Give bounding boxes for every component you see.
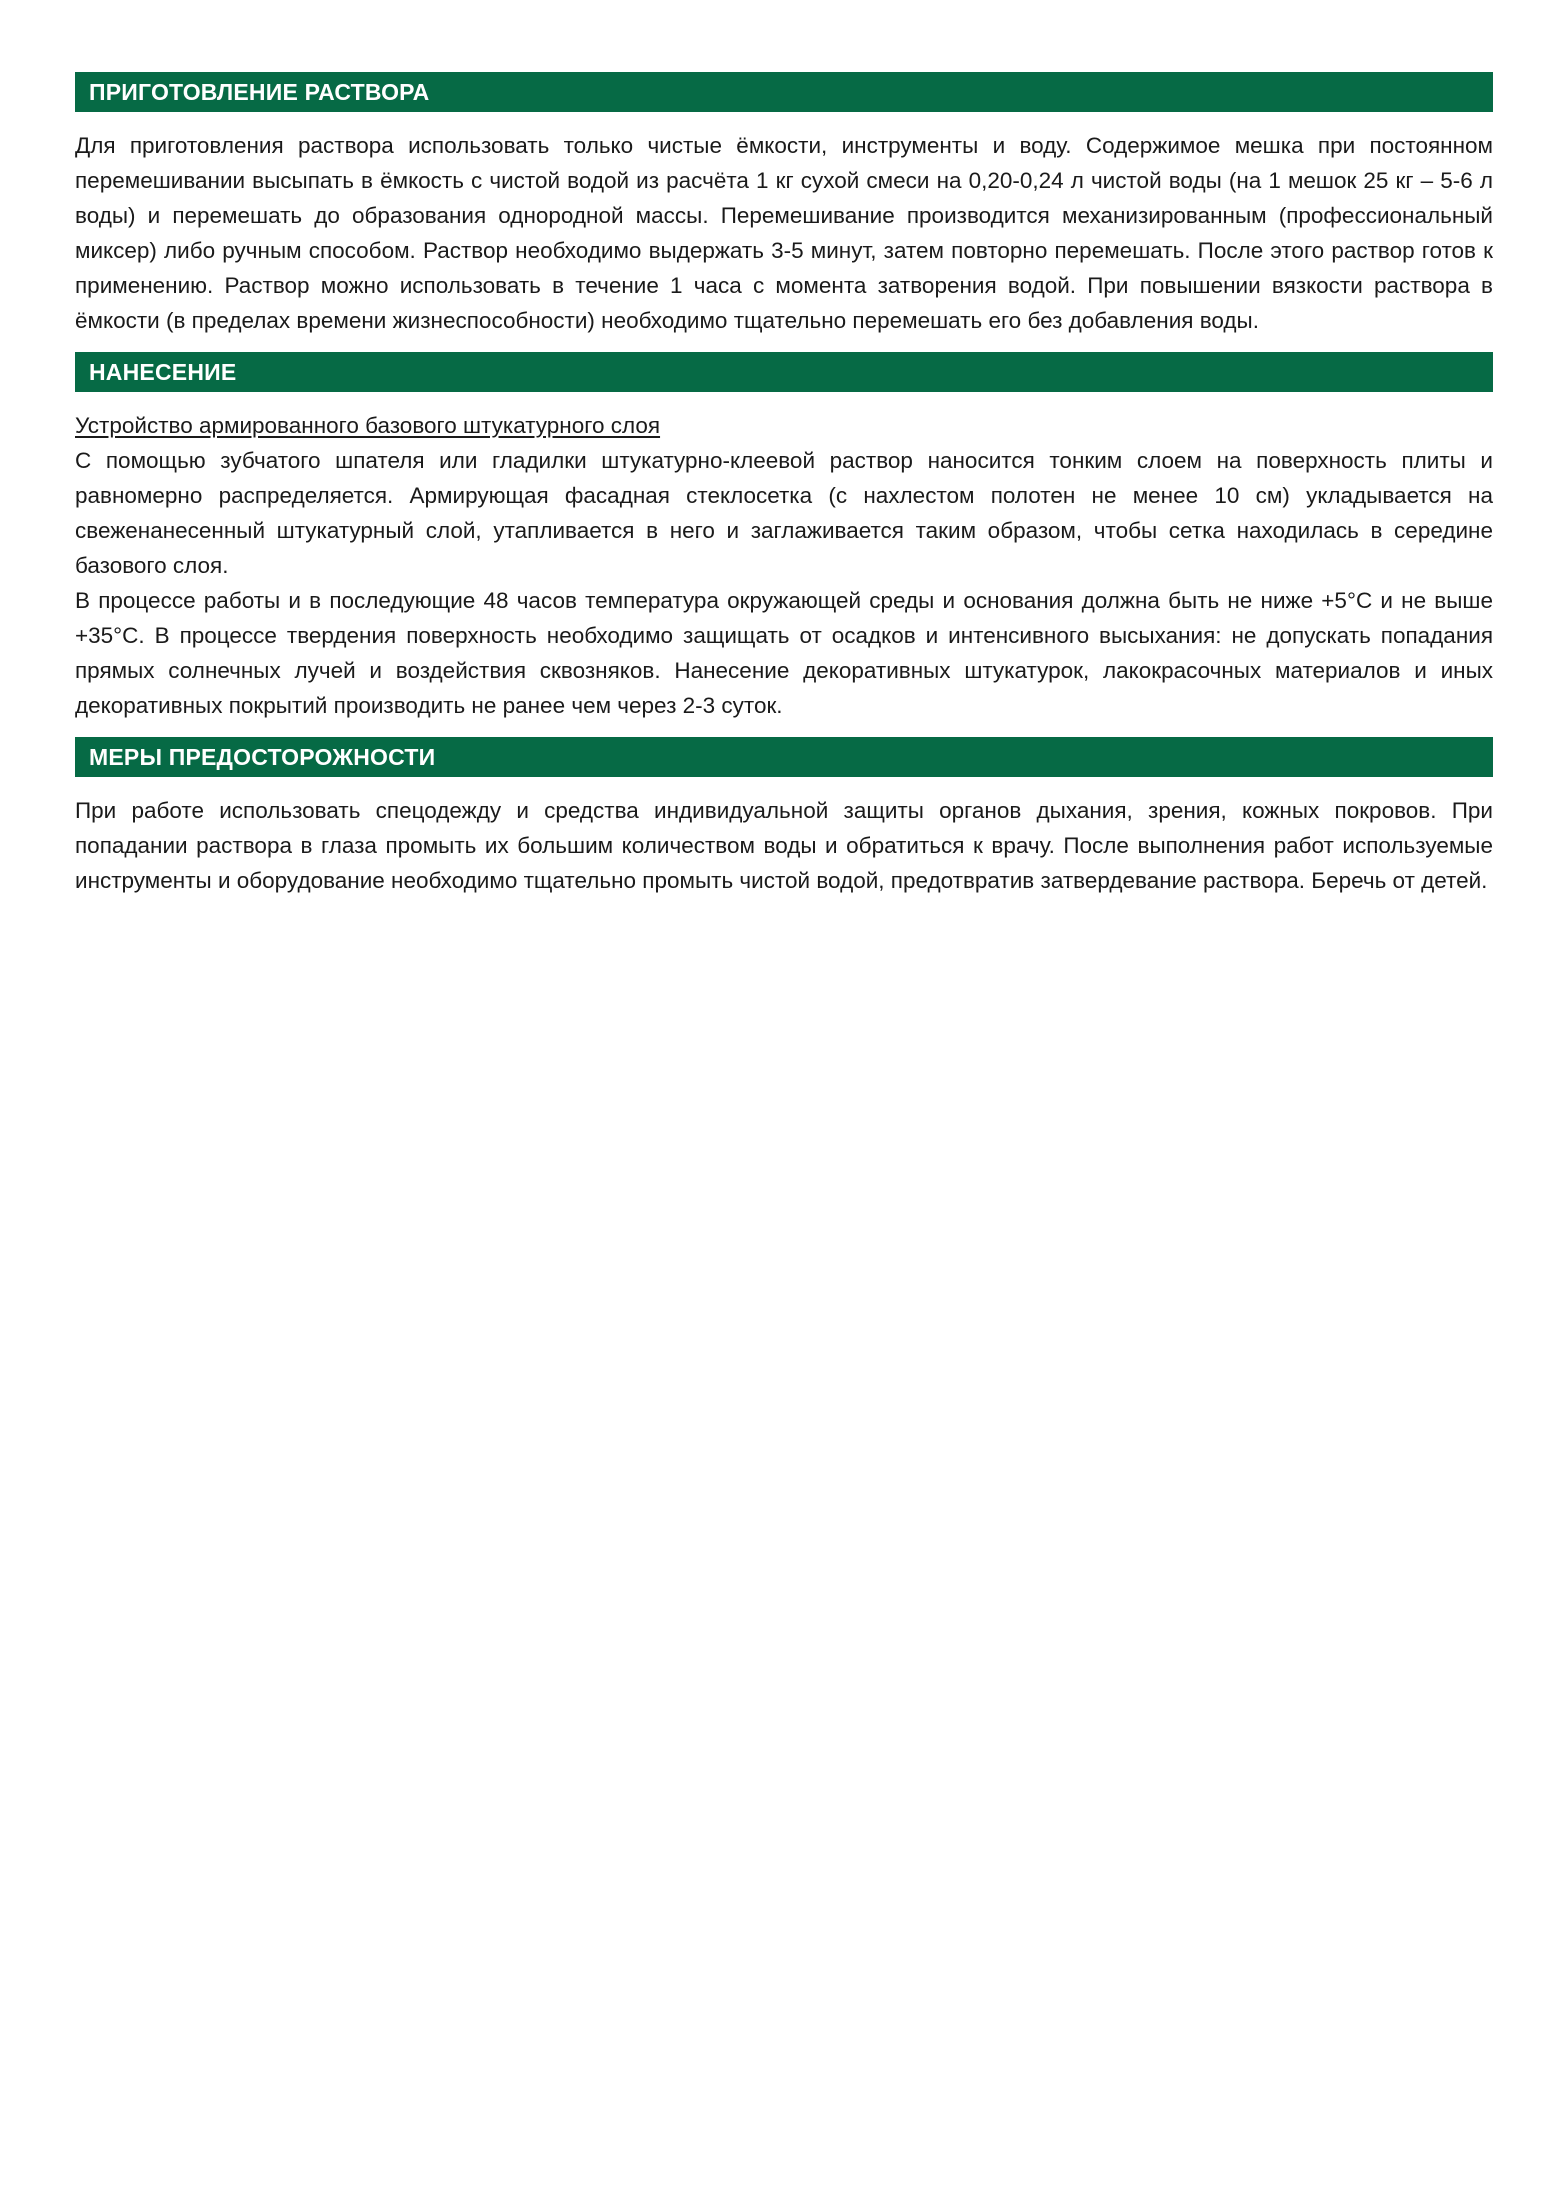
section-body [75,112,1493,352]
section-title: МЕРЫ ПРЕДОСТОРОЖНОСТИ [75,737,1493,777]
section-body [75,777,1493,912]
paragraph: При работе использовать спецодежду и средства индивидуальной защиты органов дыхания, зрения, кожных покровов. При попадании раствора в глаза промыть их большим количеством воды и обратиться к врачу. После выполнения работ используемые инструменты и оборудование необходимо тщательно промыть чистой водой, предотвратив затвердевание раствора. Беречь от детей. [75,798,1493,893]
paragraph: С помощью зубчатого шпателя или гладилки штукатурно-клеевой раствор наносится тонким слоем на поверхность плиты и равномерно распределяется. Армирующая фасадная стеклосетка (с нахлестом полотен не менее 10 см) укладывается на свеженанесенный штукатурный слой, утапливается в него и заглаживается таким образом, чтобы сетка находилась в середине базового слоя. [75,448,1493,578]
section-body [75,392,1493,737]
subheading: Устройство армированного базового штукатурного слоя [75,413,661,438]
section-title: ПРИГОТОВЛЕНИЕ РАСТВОРА [75,72,1493,112]
document-page [75,72,1493,912]
paragraph: В процессе работы и в последующие 48 часов температура окружающей среды и основания должна быть не ниже +5°С и не выше +35°С. В процессе твердения поверхность необходимо защищать от осадков и интенсивного высыхания: не допускать попадания прямых солнечных лучей и воздействия сквозняков. Нанесение декоративных штукатурок, лакокрасочных материалов и иных декоративных покрытий производить не ранее чем через 2-3 суток. [75,588,1493,718]
section-application [75,352,1493,737]
section-preparation [75,72,1493,352]
section-precautions [75,737,1493,912]
paragraph: Для приготовления раствора использовать только чистые ёмкости, инструменты и воду. Содержимое мешка при постоянном перемешивании высыпать в ёмкость с чистой водой из расчёта 1 кг сухой смеси на 0,20-0,24 л чистой воды (на 1 мешок 25 кг – 5-6 л воды) и перемешать до образования однородной массы. Перемешивание производится механизированным (профессиональный миксер) либо ручным способом. Раствор необходимо выдержать 3-5 минут, затем повторно перемешать. После этого раствор готов к применению. Раствор можно использовать в течение 1 часа с момента затворения водой. При повышении вязкости раствора в ёмкости (в пределах времени жизнеспособности) необходимо тщательно перемешать его без добавления воды. [75,133,1493,333]
section-title: НАНЕСЕНИЕ [75,352,1493,392]
